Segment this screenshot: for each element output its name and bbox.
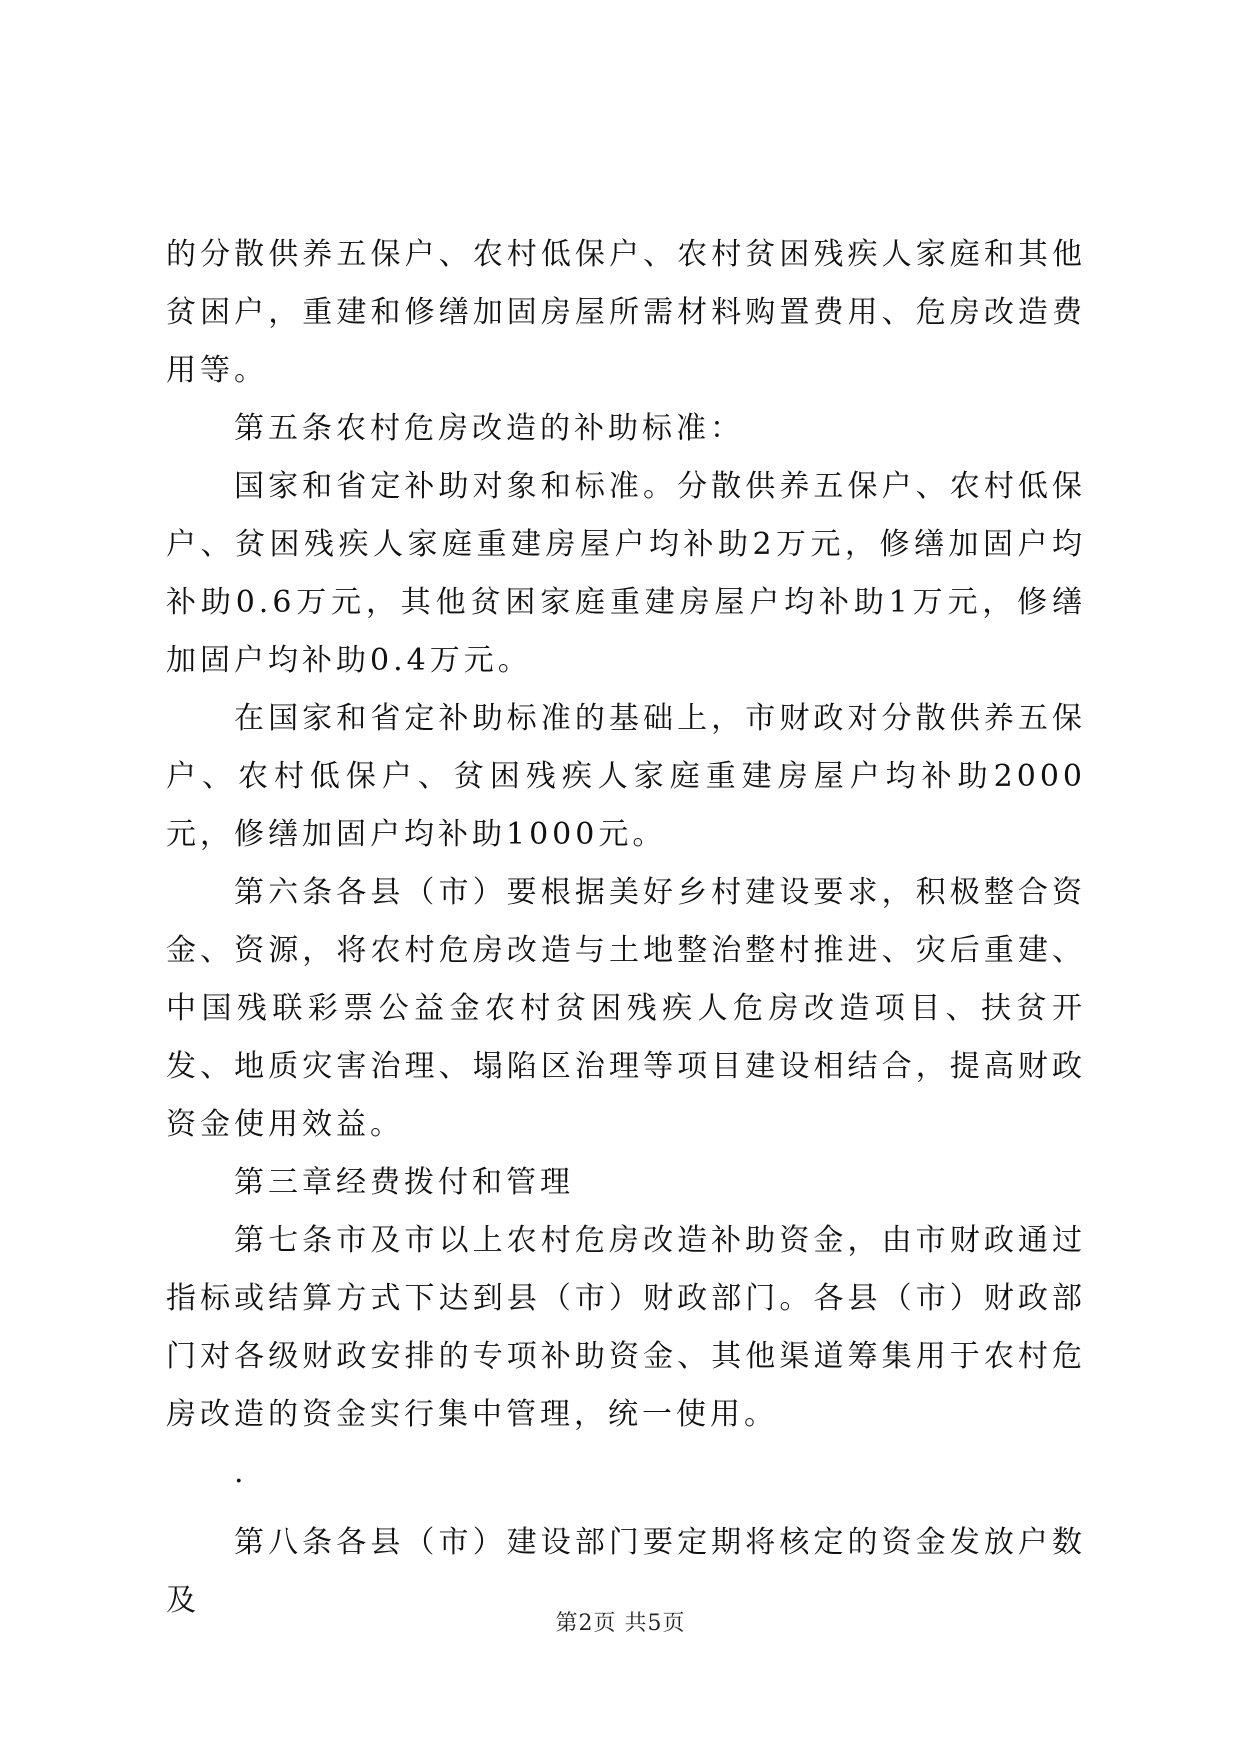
paragraph-national-standard: 国家和省定补助对象和标准。分散供养五保户、农村低保户、贫困残疾人家庭重建房屋户均补助2万元，修缮加固户均补助0.6万元，其他贫困家庭重建房屋户均补助1万元，修缮加固户均补助0.4万元。 <box>166 469 1086 678</box>
paragraph-article-5-heading: 第五条农村危房改造的补助标准： <box>234 411 744 446</box>
page-footer: 第2页 共5页 <box>555 1611 686 1636</box>
paragraph-article-6: 第六条各县（市）要根据美好乡村建设要求，积极整合资金、资源，将农村危房改造与土地整治整村推进、灾后重建、中国残联彩票公益金农村贫困残疾人危房改造项目、扶贫开发、地质灾害治理、塌陷区治理等项目建设相结合，提高财政资金使用效益。 <box>166 875 1086 1142</box>
paragraph-article-7: 第七条市及市以上农村危房改造补助资金，由市财政通过指标或结算方式下达到县（市）财政部门。各县（市）财政部门对各级财政安排的专项补助资金、其他渠道筹集用于农村危房改造的资金实行集中管理，统一使用。 <box>166 1223 1086 1432</box>
separator-dot: . <box>234 1455 244 1490</box>
chapter-3-heading: 第三章经费拨付和管理 <box>234 1165 574 1200</box>
paragraph-continuation: 的分散供养五保户、农村低保户、农村贫困残疾人家庭和其他贫困户，重建和修缮加固房屋所需材料购置费用、危房改造费用等。 <box>166 237 1086 388</box>
document-body <box>166 226 1086 1630</box>
paragraph-article-8: 第八条各县（市）建设部门要定期将核定的资金发放户数及 <box>166 1525 1086 1618</box>
paragraph-city-standard: 在国家和省定补助标准的基础上，市财政对分散供养五保户、农村低保户、贫困残疾人家庭重建房屋户均补助2000元，修缮加固户均补助1000元。 <box>166 701 1086 852</box>
